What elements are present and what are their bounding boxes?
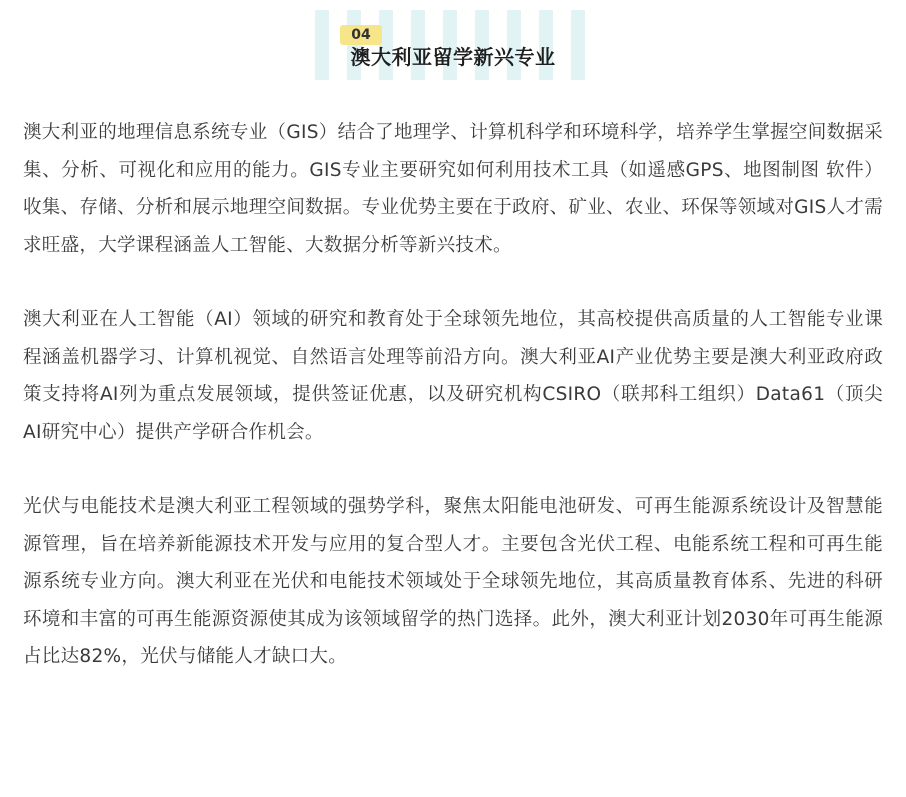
paragraph-photovoltaic: 光伏与电能技术是澳大利亚工程领域的强势学科，聚焦太阳能电池研发、可再生能源系统设计及智慧能源管理，旨在培养新能源技术开发与应用的复合型人才。主要包含光伏工程、电能系统工程和可再生能源系统专业方向。澳大利亚在光伏和电能技术领域处于全球领先地位，其高质量教育体系、先进的科研环境和丰富的可再生能源资源使其成为该领域留学的热门选择。此外，澳大利亚计划2030年可再生能源占比达82%，光伏与储能人才缺口大。: [23, 496, 883, 667]
section-header: [0, 0, 906, 82]
paragraph-ai: 澳大利亚在人工智能（AI）领域的研究和教育处于全球领先地位，其高校提供高质量的人工智能专业课程涵盖机器学习、计算机视觉、自然语言处理等前沿方向。澳大利亚AI产业优势主要是澳大利亚政府政策支持将AI列为重点发展领域，提供签证优惠，以及研究机构CSIRO（联邦科工组织）Data61（顶尖AI研究中心）提供产学研合作机会。: [23, 309, 883, 443]
section-number-badge: 04: [340, 25, 382, 45]
section-title: 澳大利亚留学新兴专业: [350, 45, 556, 69]
paragraph-gis: 澳大利亚的地理信息系统专业（GIS）结合了地理学、计算机科学和环境科学，培养学生掌握空间数据采集、分析、可视化和应用的能力。GIS专业主要研究如何利用技术工具（如遥感GPS、地图制图 软件）收集、存储、分析和展示地理空间数据。专业优势主要在于政府、矿业、农业、环保等领域对GIS人才需求旺盛，大学课程涵盖人工智能、大数据分析等新兴技术。: [23, 122, 883, 256]
article-body: [23, 114, 883, 676]
